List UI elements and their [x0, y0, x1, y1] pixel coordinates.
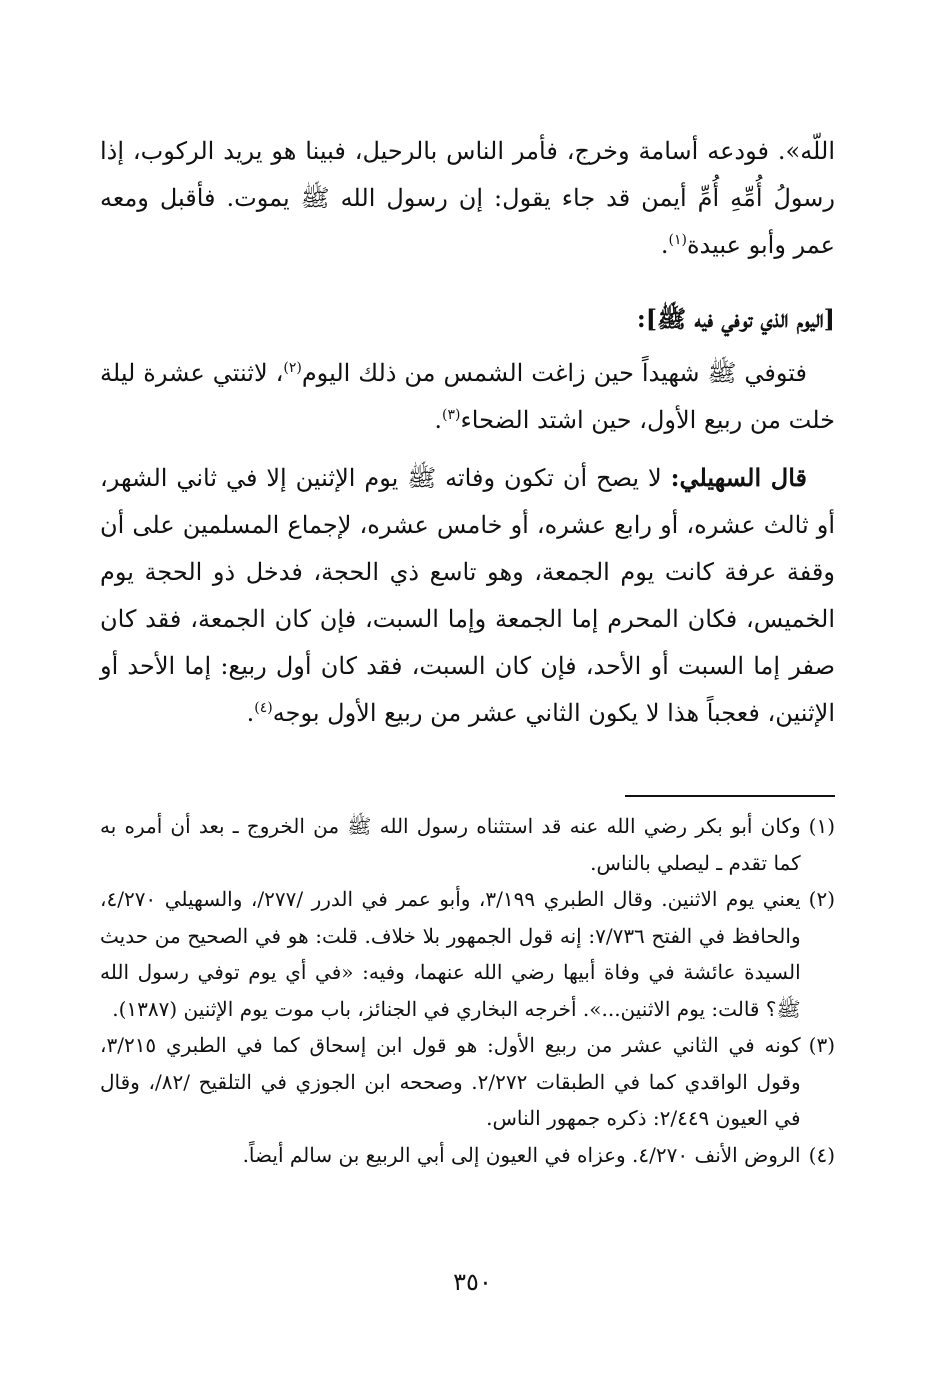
paragraph-3: قال السهيلي: لا يصح أن تكون وفاته ﷺ يوم الإثنين إلا في ثاني الشهر، أو ثالث عشره، أو رابع عشره، أو خامس عشره، لإجماع المسلمين على أن وقفة عرفة كانت يوم الجمعة، وهو تاسع ذي الحجة، فدخل ذو الحجة يوم الخميس، فكان المحرم إما الجمعة وإما السبت، فإن كان الجمعة، فقد كان صفر إما السبت أو الأحد، فإن كان السبت، فقد كان أول ربيع: إما الأحد أو الإثنين، فعجباً هذا لا يكون الثاني عشر من ربيع الأول بوجه$^{(٤)}$.	[100, 463, 835, 727]
footnotes	[100, 808, 835, 1173]
footnote-4	[100, 1137, 835, 1174]
footnote-1	[100, 808, 835, 881]
footnote-number: (٣)	[808, 1033, 835, 1057]
section-heading: [اليوم الذي توفي فيه ﷺ]:	[636, 304, 835, 333]
footnote-separator	[625, 795, 835, 797]
footnote-number: (٤)	[808, 1142, 835, 1167]
speaker-name: قال السهيلي:	[670, 463, 807, 492]
footnote-text: كونه في الثاني عشر من ربيع الأول: هو قول ابن إسحاق كما في الطبري ٣/٢١٥، وقول الواقدي كما في الطبقات ٢/٢٧٢. وصححه ابن الجوزي في التلقيح /٨٢/، وقال في العيون ٢/٤٤٩: ذكره جمهور الناس.	[100, 1033, 801, 1130]
footnote-text: وكان أبو بكر رضي الله عنه قد استثناه رسول الله ﷺ من الخروج ـ بعد أن أمره به كما تقدم ـ ليصلي بالناس.	[100, 814, 801, 875]
footnote-ref-1[interactable]: (١)	[668, 232, 687, 248]
footnote-number: (١)	[808, 814, 835, 838]
footnote-text: يعني يوم الاثنين. وقال الطبري ٣/١٩٩، وأبو عمر في الدرر /٢٧٧/، والسهيلي ٤/٢٧٠، والحافظ في الفتح ٧/٧٣٦: إنه قول الجمهور بلا خلاف. قلت: هو في الصحيح من حديث السيدة عائشة في وفاة أبيها رضي الله عنهما، وفيه: «في أي يوم توفي رسول الله ﷺ؟ قالت: يوم الاثنين...». أخرجه البخاري في الجنائز، باب موت يوم الإثنين (١٣٨٧).	[100, 887, 801, 1021]
footnote-ref-3[interactable]: (٣)	[442, 407, 461, 423]
main-text	[100, 128, 835, 737]
page-number: ٣٥٠	[453, 1268, 492, 1296]
paragraph-1: اللّه». فودعه أسامة وخرج، فأمر الناس بالرحيل، فبينا هو يريد الركوب، إذا رسولُ أُمِّهِ أُمِّ أيمن قد جاء يقول: إن رسول الله ﷺ يموت. فأقبل ومعه عمر وأبو عبيدة$^{(١)}$.	[100, 137, 835, 259]
footnote-text: الروض الأنف ٤/٢٧٠. وعزاه في العيون إلى أبي الربيع بن سالم أيضاً.	[242, 1142, 801, 1167]
footnote-3	[100, 1027, 835, 1137]
footnote-ref-2[interactable]: (٢)	[283, 360, 302, 376]
footnote-2	[100, 881, 835, 1027]
footnote-ref-4[interactable]: (٤)	[254, 700, 273, 716]
paragraph-2: فتوفي ﷺ شهيداً حين زاغت الشمس من ذلك اليوم$^{(٢)}$، لاثنتي عشرة ليلة خلت من ربيع الأول، حين اشتد الضحاء$^{(٣)}$.	[100, 359, 835, 434]
footnote-number: (٢)	[808, 887, 835, 911]
